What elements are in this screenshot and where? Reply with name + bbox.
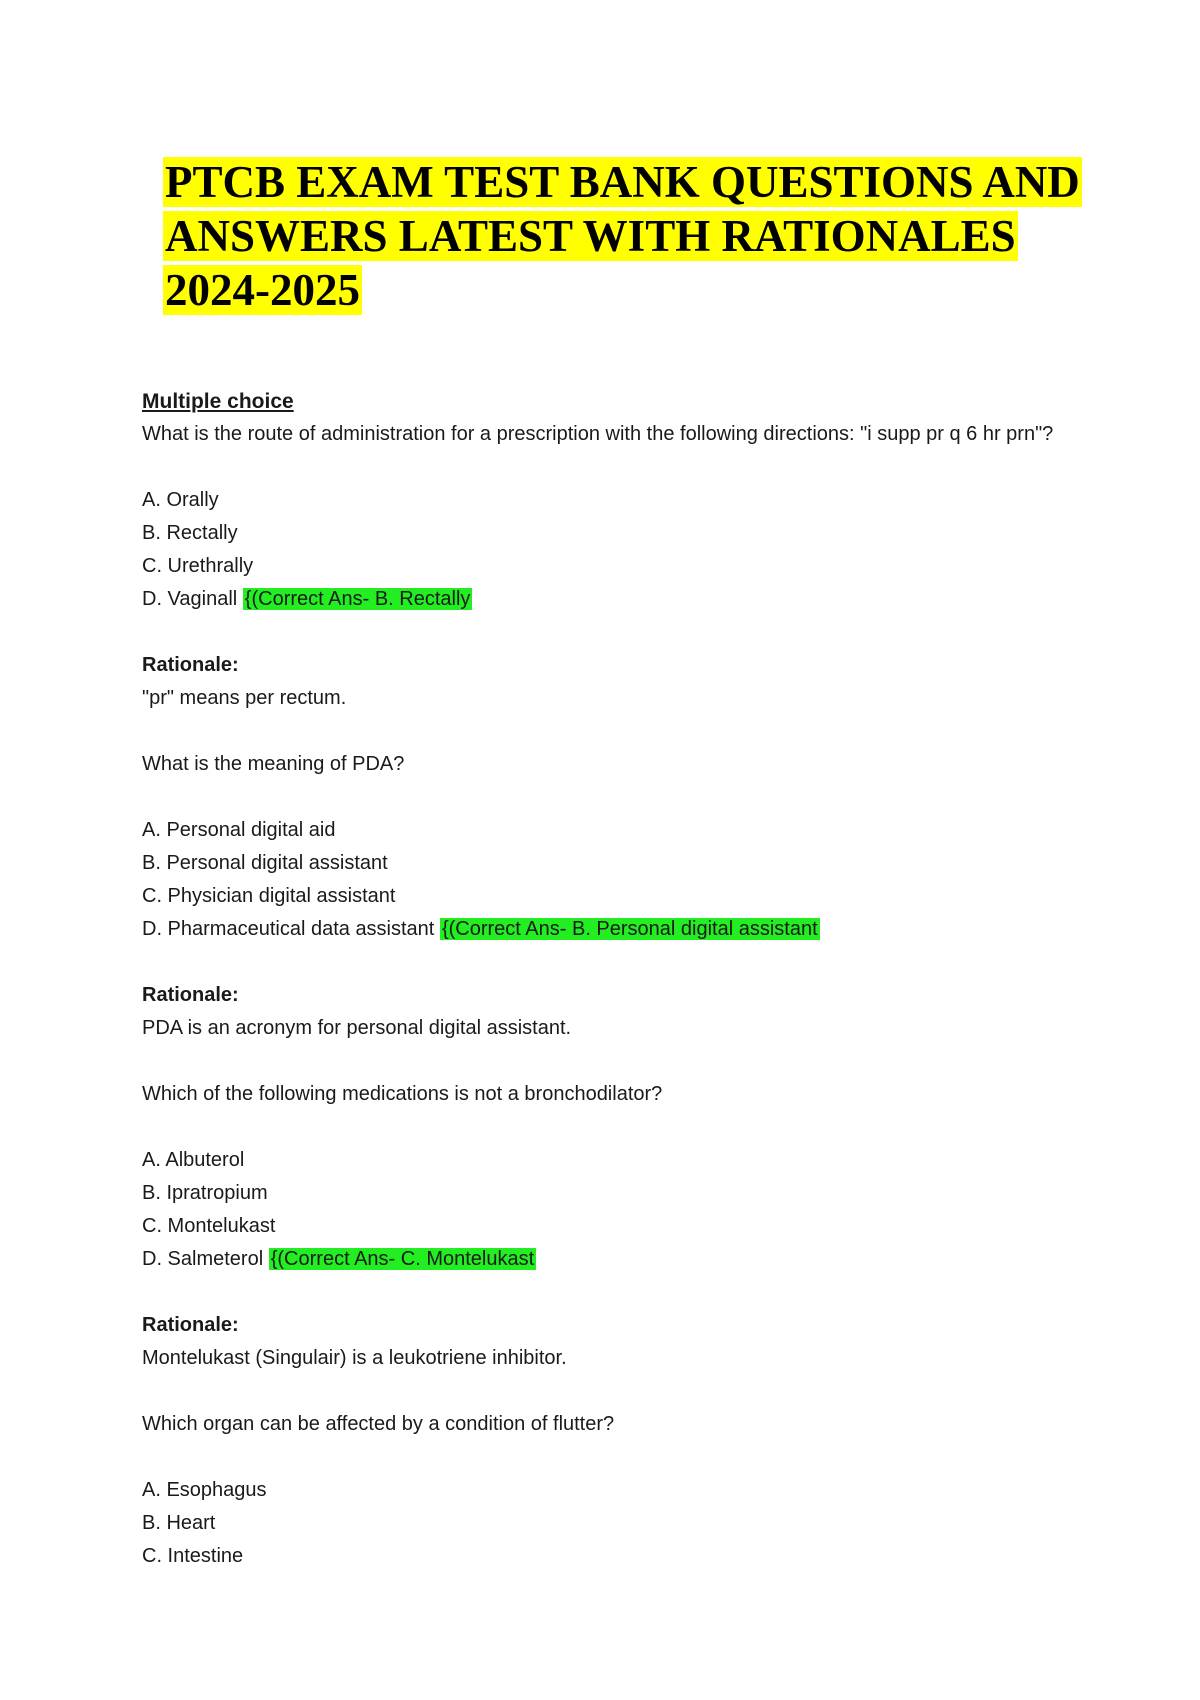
correct-answer-highlight: {(Correct Ans- B. Rectally xyxy=(244,588,471,610)
answer-option: C. Physician digital assistant xyxy=(142,885,396,907)
answer-option: A. Orally xyxy=(142,489,219,511)
question-text: What is the route of administration for a prescription with the following directions: "i supp pr q 6 hr prn"? xyxy=(142,423,1054,445)
rationale-text: PDA is an acronym for personal digital assistant. xyxy=(142,1017,572,1039)
answer-option: B. Ipratropium xyxy=(142,1182,268,1204)
answer-option: B. Heart xyxy=(142,1512,216,1534)
answer-option: A. Esophagus xyxy=(142,1479,267,1501)
answer-option: A. Personal digital aid xyxy=(142,819,336,841)
rationale-label: Rationale: xyxy=(142,1314,239,1336)
question-block xyxy=(142,748,1082,1078)
answer-option-text: D. Salmeterol xyxy=(142,1248,264,1270)
answer-option-last xyxy=(142,1243,1082,1276)
answer-option-last xyxy=(142,913,1082,946)
question-block xyxy=(142,1078,1082,1408)
document-title xyxy=(163,155,1123,317)
document-body xyxy=(142,385,1082,1573)
answer-option-last xyxy=(142,583,1082,616)
rationale-text: Montelukast (Singulair) is a leukotriene inhibitor. xyxy=(142,1347,567,1369)
section-heading: Multiple choice xyxy=(142,390,294,413)
answer-option: C. Intestine xyxy=(142,1545,244,1567)
answer-option-text: D. Pharmaceutical data assistant xyxy=(142,918,435,940)
answer-option-text: D. Vaginall xyxy=(142,588,238,610)
question-block xyxy=(142,418,1082,748)
rationale-label: Rationale: xyxy=(142,984,239,1006)
answer-option: C. Montelukast xyxy=(142,1215,276,1237)
answer-option: B. Rectally xyxy=(142,522,238,544)
question-text: Which of the following medications is not a bronchodilator? xyxy=(142,1083,663,1105)
title-highlight: PTCB EXAM TEST BANK QUESTIONS AND ANSWERS LATEST WITH RATIONALES 2024-2025 xyxy=(165,157,1080,315)
question-text: Which organ can be affected by a condition of flutter? xyxy=(142,1413,615,1435)
rationale-text: "pr" means per rectum. xyxy=(142,687,347,709)
correct-answer-highlight: {(Correct Ans- C. Montelukast xyxy=(270,1248,535,1270)
question-text: What is the meaning of PDA? xyxy=(142,753,405,775)
answer-option: C. Urethrally xyxy=(142,555,254,577)
rationale-label: Rationale: xyxy=(142,654,239,676)
correct-answer-highlight: {(Correct Ans- B. Personal digital assistant xyxy=(441,918,818,940)
question-block xyxy=(142,1408,1082,1573)
answer-option: A. Albuterol xyxy=(142,1149,245,1171)
answer-option: B. Personal digital assistant xyxy=(142,852,388,874)
